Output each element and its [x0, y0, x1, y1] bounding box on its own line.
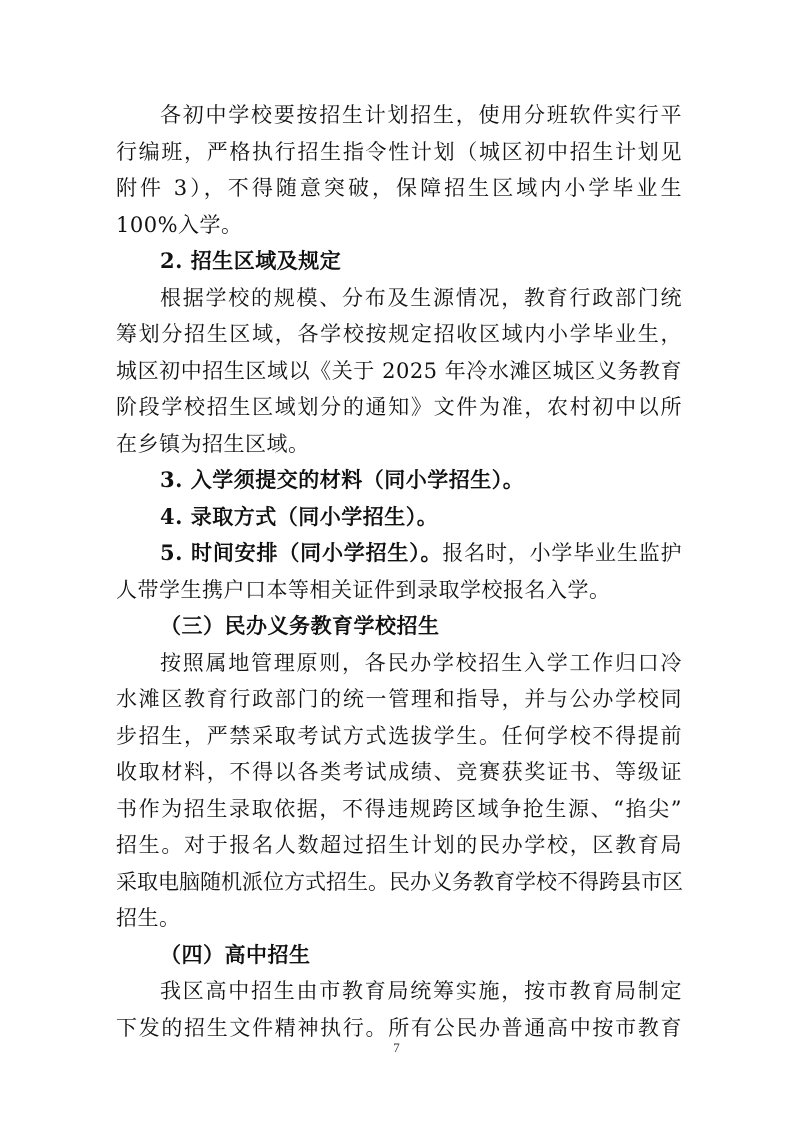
- paragraph-line: 采取电脑随机派位方式招生。民办义务教育学校不得跨县市区: [116, 869, 683, 894]
- paragraph-line: 城区初中招生区域以《关于 2025 年冷水滩区城区义务教育: [116, 358, 682, 383]
- section-heading-3: （三）民办义务教育学校招生: [160, 613, 440, 638]
- paragraph-line: 在乡镇为招生区域。: [116, 431, 310, 456]
- paragraph-line: 步招生，严禁采取考试方式选拔学生。任何学校不得提前: [116, 723, 682, 748]
- paragraph-line: 我区高中招生由市教育局统筹实施，按市教育局制定: [160, 979, 682, 1003]
- paragraph-line: 收取材料，不得以各类考试成绩、竞赛获奖证书、等级证: [116, 760, 682, 784]
- paragraph-line: 100%入学。: [116, 212, 243, 237]
- paragraph-line: 书作为招生录取依据，不得违规跨区域争抢生源、“掐尖”: [116, 796, 682, 821]
- subheading-5-line: [116, 535, 682, 572]
- paragraph-line: 各初中学校要按招生计划招生，使用分班软件实行平: [160, 103, 682, 127]
- paragraph-line: 按照属地管理原则，各民办学校招生入学工作归口冷: [160, 650, 682, 675]
- subheading-4: 4. 录取方式（同小学招生）。: [160, 503, 439, 529]
- subheading-5: 5. 时间安排（同小学招生）。: [160, 540, 443, 565]
- paragraph-inline-text: 报名时，小学毕业生监护: [442, 541, 683, 565]
- paragraph-line: 行编班，严格执行招生指令性计划（城区初中招生计划见: [116, 139, 682, 164]
- paragraph-line: 筹划分招生区域，各学校按规定招收区域内小学毕业生，: [116, 322, 682, 346]
- paragraph-line: 招生。: [116, 906, 181, 930]
- page-number: 7: [393, 1040, 400, 1055]
- section-heading-4: （四）高中招生: [160, 941, 311, 967]
- paragraph-line: 人带学生携户口本等相关证件到录取学校报名入学。: [116, 577, 611, 602]
- paragraph-line: 下发的招生文件精神执行。所有公民办普通高中按市教育: [116, 1015, 682, 1040]
- page-body: [116, 97, 682, 1046]
- paragraph-line: 阶段学校招生区域划分的通知》文件为准，农村初中以所: [116, 395, 682, 419]
- subheading-3: 3. 入学须提交的材料（同小学招生）。: [160, 467, 525, 492]
- paragraph-line: 根据学校的规模、分布及生源情况，教育行政部门统: [160, 285, 682, 310]
- paragraph-line: 附件 3），不得随意突破，保障招生区域内小学毕业生: [116, 176, 682, 200]
- paragraph-line: 招生。对于报名人数超过招生计划的民办学校，区教育局: [116, 833, 682, 857]
- subheading-2: 2. 招生区域及规定: [160, 248, 342, 273]
- paragraph-line: 水滩区教育行政部门的统一管理和指导，并与公办学校同: [116, 687, 682, 711]
